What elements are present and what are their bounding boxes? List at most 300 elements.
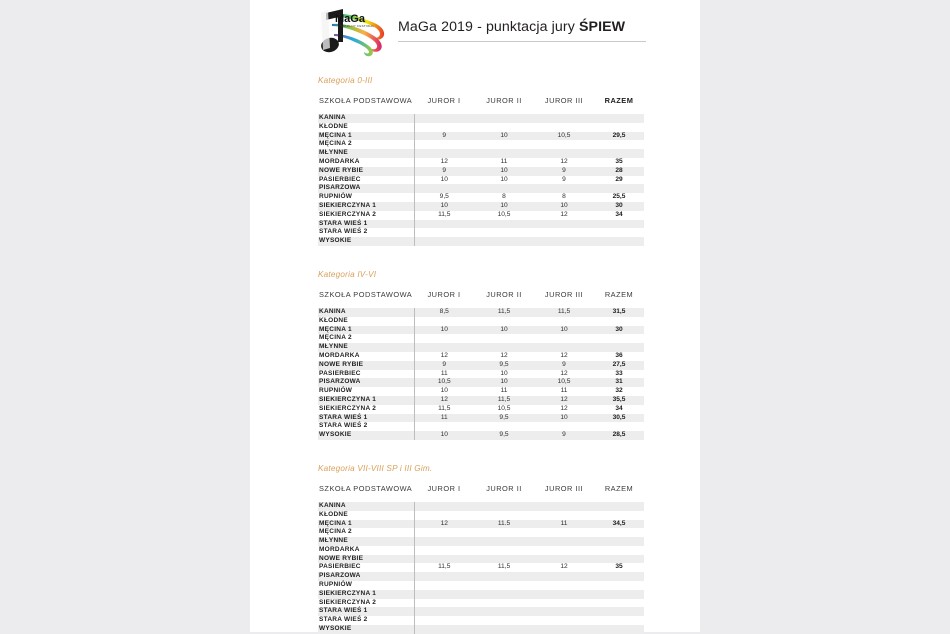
cell-juror1: 10 <box>414 431 474 440</box>
table-row <box>318 378 644 387</box>
cell-juror3 <box>534 140 594 149</box>
cell-school: WYSOKIE <box>318 237 414 246</box>
cell-total <box>594 343 644 352</box>
cell-total <box>594 184 644 193</box>
cell-juror1 <box>414 572 474 581</box>
cell-juror2: 11 <box>474 387 534 396</box>
cell-juror1 <box>414 616 474 625</box>
table-row <box>318 511 644 520</box>
scores-table <box>318 484 645 634</box>
col-header-juror3: JUROR III <box>534 484 594 502</box>
cell-total: 35,5 <box>594 396 644 405</box>
cell-total <box>594 546 644 555</box>
cell-school: STARA WIEŚ 2 <box>318 616 414 625</box>
cell-juror3: 12 <box>534 352 594 361</box>
cell-juror1: 9 <box>414 167 474 176</box>
cell-school: MŁYNNE <box>318 537 414 546</box>
cell-school: STARA WIEŚ 1 <box>318 414 414 423</box>
cell-juror2: 8 <box>474 193 534 202</box>
page-title-bold: ŚPIEW <box>578 19 626 35</box>
cell-juror1: 8,5 <box>414 308 474 317</box>
cell-total: 34 <box>594 405 644 414</box>
cell-school: PASIERBIEC <box>318 176 414 185</box>
cell-juror2: 10 <box>474 176 534 185</box>
cell-total <box>594 607 644 616</box>
cell-juror2 <box>474 537 534 546</box>
table-row <box>318 387 644 396</box>
table-row <box>318 563 644 572</box>
cell-juror3 <box>534 546 594 555</box>
cell-school: KANINA <box>318 308 414 317</box>
cell-juror3: 10 <box>534 326 594 335</box>
col-header-juror1: JUROR I <box>414 484 474 502</box>
cell-juror1: 10 <box>414 387 474 396</box>
document-page <box>250 0 700 632</box>
cell-juror2 <box>474 555 534 564</box>
cell-total: 36 <box>594 352 644 361</box>
cell-juror1 <box>414 511 474 520</box>
cell-juror1: 11,5 <box>414 563 474 572</box>
cell-total <box>594 616 644 625</box>
cell-total <box>594 114 644 123</box>
cell-juror3 <box>534 555 594 564</box>
table-row <box>318 502 644 511</box>
cell-juror3: 12 <box>534 158 594 167</box>
table-row <box>318 237 644 246</box>
page-title <box>398 20 696 36</box>
cell-juror1: 12 <box>414 352 474 361</box>
document-header <box>250 0 700 70</box>
cell-juror2: 10,5 <box>474 211 534 220</box>
col-header-school: SZKOŁA PODSTAWOWA <box>318 96 414 114</box>
cell-juror1 <box>414 528 474 537</box>
cell-juror1: 12 <box>414 396 474 405</box>
col-header-juror1: JUROR I <box>414 96 474 114</box>
cell-juror3 <box>534 317 594 326</box>
table-row <box>318 528 644 537</box>
table-row <box>318 326 644 335</box>
cell-juror2 <box>474 502 534 511</box>
cell-school: MORDARKA <box>318 352 414 361</box>
cell-juror2 <box>474 616 534 625</box>
cell-juror2 <box>474 581 534 590</box>
cell-total: 30 <box>594 326 644 335</box>
table-row <box>318 572 644 581</box>
cell-juror3 <box>534 625 594 634</box>
cell-school: MĘCINA 2 <box>318 528 414 537</box>
cell-school: PISARZOWA <box>318 184 414 193</box>
col-header-total: RAZEM <box>594 290 644 308</box>
cell-total: 35 <box>594 563 644 572</box>
table-row <box>318 317 644 326</box>
cell-juror1 <box>414 607 474 616</box>
cell-juror2 <box>474 599 534 608</box>
table-row <box>318 414 644 423</box>
cell-school: STARA WIEŚ 1 <box>318 607 414 616</box>
cell-school: KŁODNE <box>318 123 414 132</box>
cell-total <box>594 140 644 149</box>
col-header-juror2: JUROR II <box>474 290 534 308</box>
cell-school: PASIERBIEC <box>318 563 414 572</box>
cell-juror2 <box>474 625 534 634</box>
cell-total <box>594 555 644 564</box>
cell-juror3 <box>534 511 594 520</box>
table-row <box>318 607 644 616</box>
cell-total <box>594 237 644 246</box>
cell-school: NOWE RYBIE <box>318 167 414 176</box>
cell-juror2: 10 <box>474 202 534 211</box>
cell-juror3 <box>534 537 594 546</box>
cell-total: 31,5 <box>594 308 644 317</box>
cell-total <box>594 123 644 132</box>
cell-juror3 <box>534 228 594 237</box>
cell-juror1: 9 <box>414 132 474 141</box>
cell-juror2: 10 <box>474 326 534 335</box>
table-row <box>318 158 644 167</box>
col-header-juror1: JUROR I <box>414 290 474 308</box>
cell-juror2: 11,5 <box>474 396 534 405</box>
cell-juror2: 9,5 <box>474 431 534 440</box>
cell-total <box>594 228 644 237</box>
cell-total: 27,5 <box>594 361 644 370</box>
cell-total <box>594 511 644 520</box>
cell-juror1: 12 <box>414 158 474 167</box>
cell-school: NOWE RYBIE <box>318 361 414 370</box>
sections-host <box>250 76 700 634</box>
scores-table <box>318 96 645 246</box>
cell-juror3: 9 <box>534 176 594 185</box>
cell-juror3 <box>534 343 594 352</box>
cell-total <box>594 317 644 326</box>
cell-total <box>594 502 644 511</box>
cell-total <box>594 528 644 537</box>
cell-juror2: 11,5 <box>474 308 534 317</box>
table-row <box>318 167 644 176</box>
cell-total: 28 <box>594 167 644 176</box>
cell-juror3: 12 <box>534 370 594 379</box>
cell-total: 34,5 <box>594 520 644 529</box>
cell-juror1 <box>414 317 474 326</box>
category-label: Kategoria 0-III <box>318 76 373 85</box>
table-row <box>318 184 644 193</box>
cell-juror2: 10 <box>474 378 534 387</box>
cell-juror2 <box>474 114 534 123</box>
cell-juror3 <box>534 599 594 608</box>
cell-school: PASIERBIEC <box>318 370 414 379</box>
cell-juror3: 9 <box>534 431 594 440</box>
cell-juror3 <box>534 581 594 590</box>
cell-juror2: 11 <box>474 158 534 167</box>
cell-juror3 <box>534 607 594 616</box>
cell-juror2: 10 <box>474 167 534 176</box>
maga-music-note-logo <box>312 6 390 58</box>
cell-total: 35 <box>594 158 644 167</box>
cell-juror2 <box>474 572 534 581</box>
cell-juror3: 9 <box>534 361 594 370</box>
cell-juror3 <box>534 114 594 123</box>
cell-total: 33 <box>594 370 644 379</box>
cell-juror1: 10,5 <box>414 378 474 387</box>
table-row <box>318 202 644 211</box>
cell-school: SIEKIERCZYNA 1 <box>318 396 414 405</box>
cell-juror3 <box>534 572 594 581</box>
col-header-juror3: JUROR III <box>534 96 594 114</box>
cell-juror2 <box>474 184 534 193</box>
table-row <box>318 193 644 202</box>
table-row <box>318 405 644 414</box>
cell-juror3 <box>534 220 594 229</box>
cell-juror1: 11 <box>414 370 474 379</box>
page-title-plain: MaGa 2019 - punktacja jury <box>398 19 579 35</box>
cell-juror3 <box>534 123 594 132</box>
scores-table <box>318 290 645 440</box>
cell-school: MĘCINA 2 <box>318 334 414 343</box>
cell-juror1 <box>414 590 474 599</box>
col-header-total: RAZEM <box>594 96 644 114</box>
cell-juror3 <box>534 149 594 158</box>
cell-school: STARA WIEŚ 2 <box>318 228 414 237</box>
cell-juror3: 11,5 <box>534 308 594 317</box>
cell-school: SIEKIERCZYNA 2 <box>318 405 414 414</box>
cell-school: MŁYNNE <box>318 149 414 158</box>
title-block <box>398 20 696 42</box>
table-row <box>318 352 644 361</box>
cell-school: SIEKIERCZYNA 2 <box>318 211 414 220</box>
cell-juror1: 9,5 <box>414 193 474 202</box>
cell-school: MĘCINA 1 <box>318 132 414 141</box>
cell-school: RUPNIÓW <box>318 581 414 590</box>
cell-juror3: 9 <box>534 167 594 176</box>
table-row <box>318 361 644 370</box>
cell-school: SIEKIERCZYNA 2 <box>318 599 414 608</box>
cell-juror2: 10 <box>474 132 534 141</box>
table-row <box>318 396 644 405</box>
table-row <box>318 625 644 634</box>
table-row <box>318 114 644 123</box>
cell-juror2 <box>474 607 534 616</box>
table-row <box>318 228 644 237</box>
table-row <box>318 123 644 132</box>
cell-total <box>594 572 644 581</box>
cell-total: 34 <box>594 211 644 220</box>
table-row <box>318 334 644 343</box>
cell-juror1 <box>414 343 474 352</box>
svg-text:MaGa: MaGa <box>335 13 365 25</box>
cell-juror1: 10 <box>414 176 474 185</box>
cell-total <box>594 590 644 599</box>
cell-juror2: 12 <box>474 352 534 361</box>
cell-juror1 <box>414 184 474 193</box>
cell-juror2 <box>474 422 534 431</box>
cell-total <box>594 581 644 590</box>
cell-juror2: 9,5 <box>474 361 534 370</box>
cell-school: MĘCINA 1 <box>318 520 414 529</box>
cell-total <box>594 537 644 546</box>
cell-total <box>594 149 644 158</box>
table-row <box>318 308 644 317</box>
cell-juror2: 10,5 <box>474 405 534 414</box>
cell-school: PISARZOWA <box>318 378 414 387</box>
cell-school: PISARZOWA <box>318 572 414 581</box>
cell-juror1 <box>414 537 474 546</box>
cell-juror1 <box>414 625 474 634</box>
cell-juror3 <box>534 184 594 193</box>
cell-total <box>594 334 644 343</box>
cell-juror1 <box>414 334 474 343</box>
cell-juror2: 10 <box>474 370 534 379</box>
cell-juror3: 12 <box>534 211 594 220</box>
table-row <box>318 149 644 158</box>
cell-juror3: 10 <box>534 414 594 423</box>
cell-juror1 <box>414 546 474 555</box>
cell-juror3: 12 <box>534 396 594 405</box>
cell-juror1: 10 <box>414 326 474 335</box>
cell-juror3: 11 <box>534 520 594 529</box>
cell-juror3 <box>534 616 594 625</box>
cell-school: KŁODNE <box>318 317 414 326</box>
cell-juror1 <box>414 502 474 511</box>
cell-juror2 <box>474 590 534 599</box>
cell-juror1 <box>414 422 474 431</box>
scores-table-body <box>318 308 644 440</box>
cell-juror3 <box>534 334 594 343</box>
cell-juror1: 11,5 <box>414 211 474 220</box>
cell-total <box>594 220 644 229</box>
cell-school: SIEKIERCZYNA 1 <box>318 202 414 211</box>
cell-school: RUPNIÓW <box>318 387 414 396</box>
cell-juror2 <box>474 343 534 352</box>
cell-juror1 <box>414 149 474 158</box>
cell-school: NOWE RYBIE <box>318 555 414 564</box>
cell-juror1 <box>414 220 474 229</box>
table-header-row <box>318 484 644 502</box>
table-row <box>318 370 644 379</box>
cell-total: 31 <box>594 378 644 387</box>
title-divider <box>398 41 646 42</box>
cell-juror2 <box>474 237 534 246</box>
cell-juror3 <box>534 237 594 246</box>
cell-juror3: 10 <box>534 202 594 211</box>
cell-juror2 <box>474 220 534 229</box>
cell-school: WYSOKIE <box>318 625 414 634</box>
scores-table-body <box>318 502 644 634</box>
category-label: Kategoria VII-VIII SP i III Gim. <box>318 463 433 473</box>
cell-juror2 <box>474 511 534 520</box>
cell-juror2: 11.5 <box>474 520 534 529</box>
cell-juror2: 9,5 <box>474 414 534 423</box>
table-row <box>318 431 644 440</box>
table-row <box>318 537 644 546</box>
cell-juror3: 10,5 <box>534 378 594 387</box>
cell-juror3 <box>534 502 594 511</box>
col-header-juror2: JUROR II <box>474 96 534 114</box>
cell-juror1 <box>414 123 474 132</box>
cell-juror2 <box>474 317 534 326</box>
cell-juror3 <box>534 422 594 431</box>
cell-school: STARA WIEŚ 2 <box>318 422 414 431</box>
cell-total: 29,5 <box>594 132 644 141</box>
cell-school: MORDARKA <box>318 158 414 167</box>
col-header-total: RAZEM <box>594 484 644 502</box>
cell-juror1 <box>414 555 474 564</box>
cell-juror3 <box>534 590 594 599</box>
table-row <box>318 140 644 149</box>
cell-juror3: 10,5 <box>534 132 594 141</box>
cell-school: KANINA <box>318 502 414 511</box>
category-label: Kategoria IV-VI <box>318 269 377 279</box>
col-header-school: SZKOŁA PODSTAWOWA <box>318 290 414 308</box>
table-row <box>318 422 644 431</box>
cell-juror1: 9 <box>414 361 474 370</box>
cell-juror2 <box>474 528 534 537</box>
table-header-row <box>318 96 644 114</box>
cell-juror1: 12 <box>414 520 474 529</box>
table-row <box>318 211 644 220</box>
cell-juror3: 11 <box>534 387 594 396</box>
cell-juror1: 10 <box>414 202 474 211</box>
cell-juror1 <box>414 140 474 149</box>
cell-total <box>594 625 644 634</box>
score-section-1 <box>250 76 700 246</box>
cell-juror3: 12 <box>534 405 594 414</box>
cell-school: STARA WIEŚ 1 <box>318 220 414 229</box>
scores-table-body <box>318 114 644 246</box>
cell-juror1: 11,5 <box>414 405 474 414</box>
score-section-2 <box>250 270 700 440</box>
cell-school: WYSOKIE <box>318 431 414 440</box>
cell-juror3: 8 <box>534 193 594 202</box>
cell-total: 28,5 <box>594 431 644 440</box>
table-row <box>318 343 644 352</box>
cell-juror1 <box>414 237 474 246</box>
cell-juror2 <box>474 334 534 343</box>
cell-total <box>594 422 644 431</box>
cell-juror1 <box>414 228 474 237</box>
table-row <box>318 132 644 141</box>
cell-school: RUPNIÓW <box>318 193 414 202</box>
col-header-juror3: JUROR III <box>534 290 594 308</box>
score-section-3 <box>250 464 700 634</box>
cell-juror2 <box>474 546 534 555</box>
cell-juror2: 11,5 <box>474 563 534 572</box>
table-row <box>318 546 644 555</box>
table-row <box>318 176 644 185</box>
cell-total <box>594 599 644 608</box>
svg-text:SZKOLNY FESTIWAL: SZKOLNY FESTIWAL <box>340 24 375 28</box>
cell-juror1 <box>414 581 474 590</box>
col-header-school: SZKOŁA PODSTAWOWA <box>318 484 414 502</box>
cell-total: 25,5 <box>594 193 644 202</box>
table-row <box>318 590 644 599</box>
table-row <box>318 520 644 529</box>
cell-school: MORDARKA <box>318 546 414 555</box>
cell-juror2 <box>474 149 534 158</box>
cell-total: 30 <box>594 202 644 211</box>
cell-school: MĘCINA 2 <box>318 140 414 149</box>
cell-school: KŁODNE <box>318 511 414 520</box>
cell-juror3: 12 <box>534 563 594 572</box>
table-row <box>318 616 644 625</box>
cell-total: 30,5 <box>594 414 644 423</box>
cell-juror2 <box>474 140 534 149</box>
table-row <box>318 555 644 564</box>
cell-total: 32 <box>594 387 644 396</box>
cell-school: SIEKIERCZYNA 1 <box>318 590 414 599</box>
cell-school: MŁYNNE <box>318 343 414 352</box>
cell-juror1 <box>414 599 474 608</box>
cell-total: 29 <box>594 176 644 185</box>
cell-juror2 <box>474 228 534 237</box>
